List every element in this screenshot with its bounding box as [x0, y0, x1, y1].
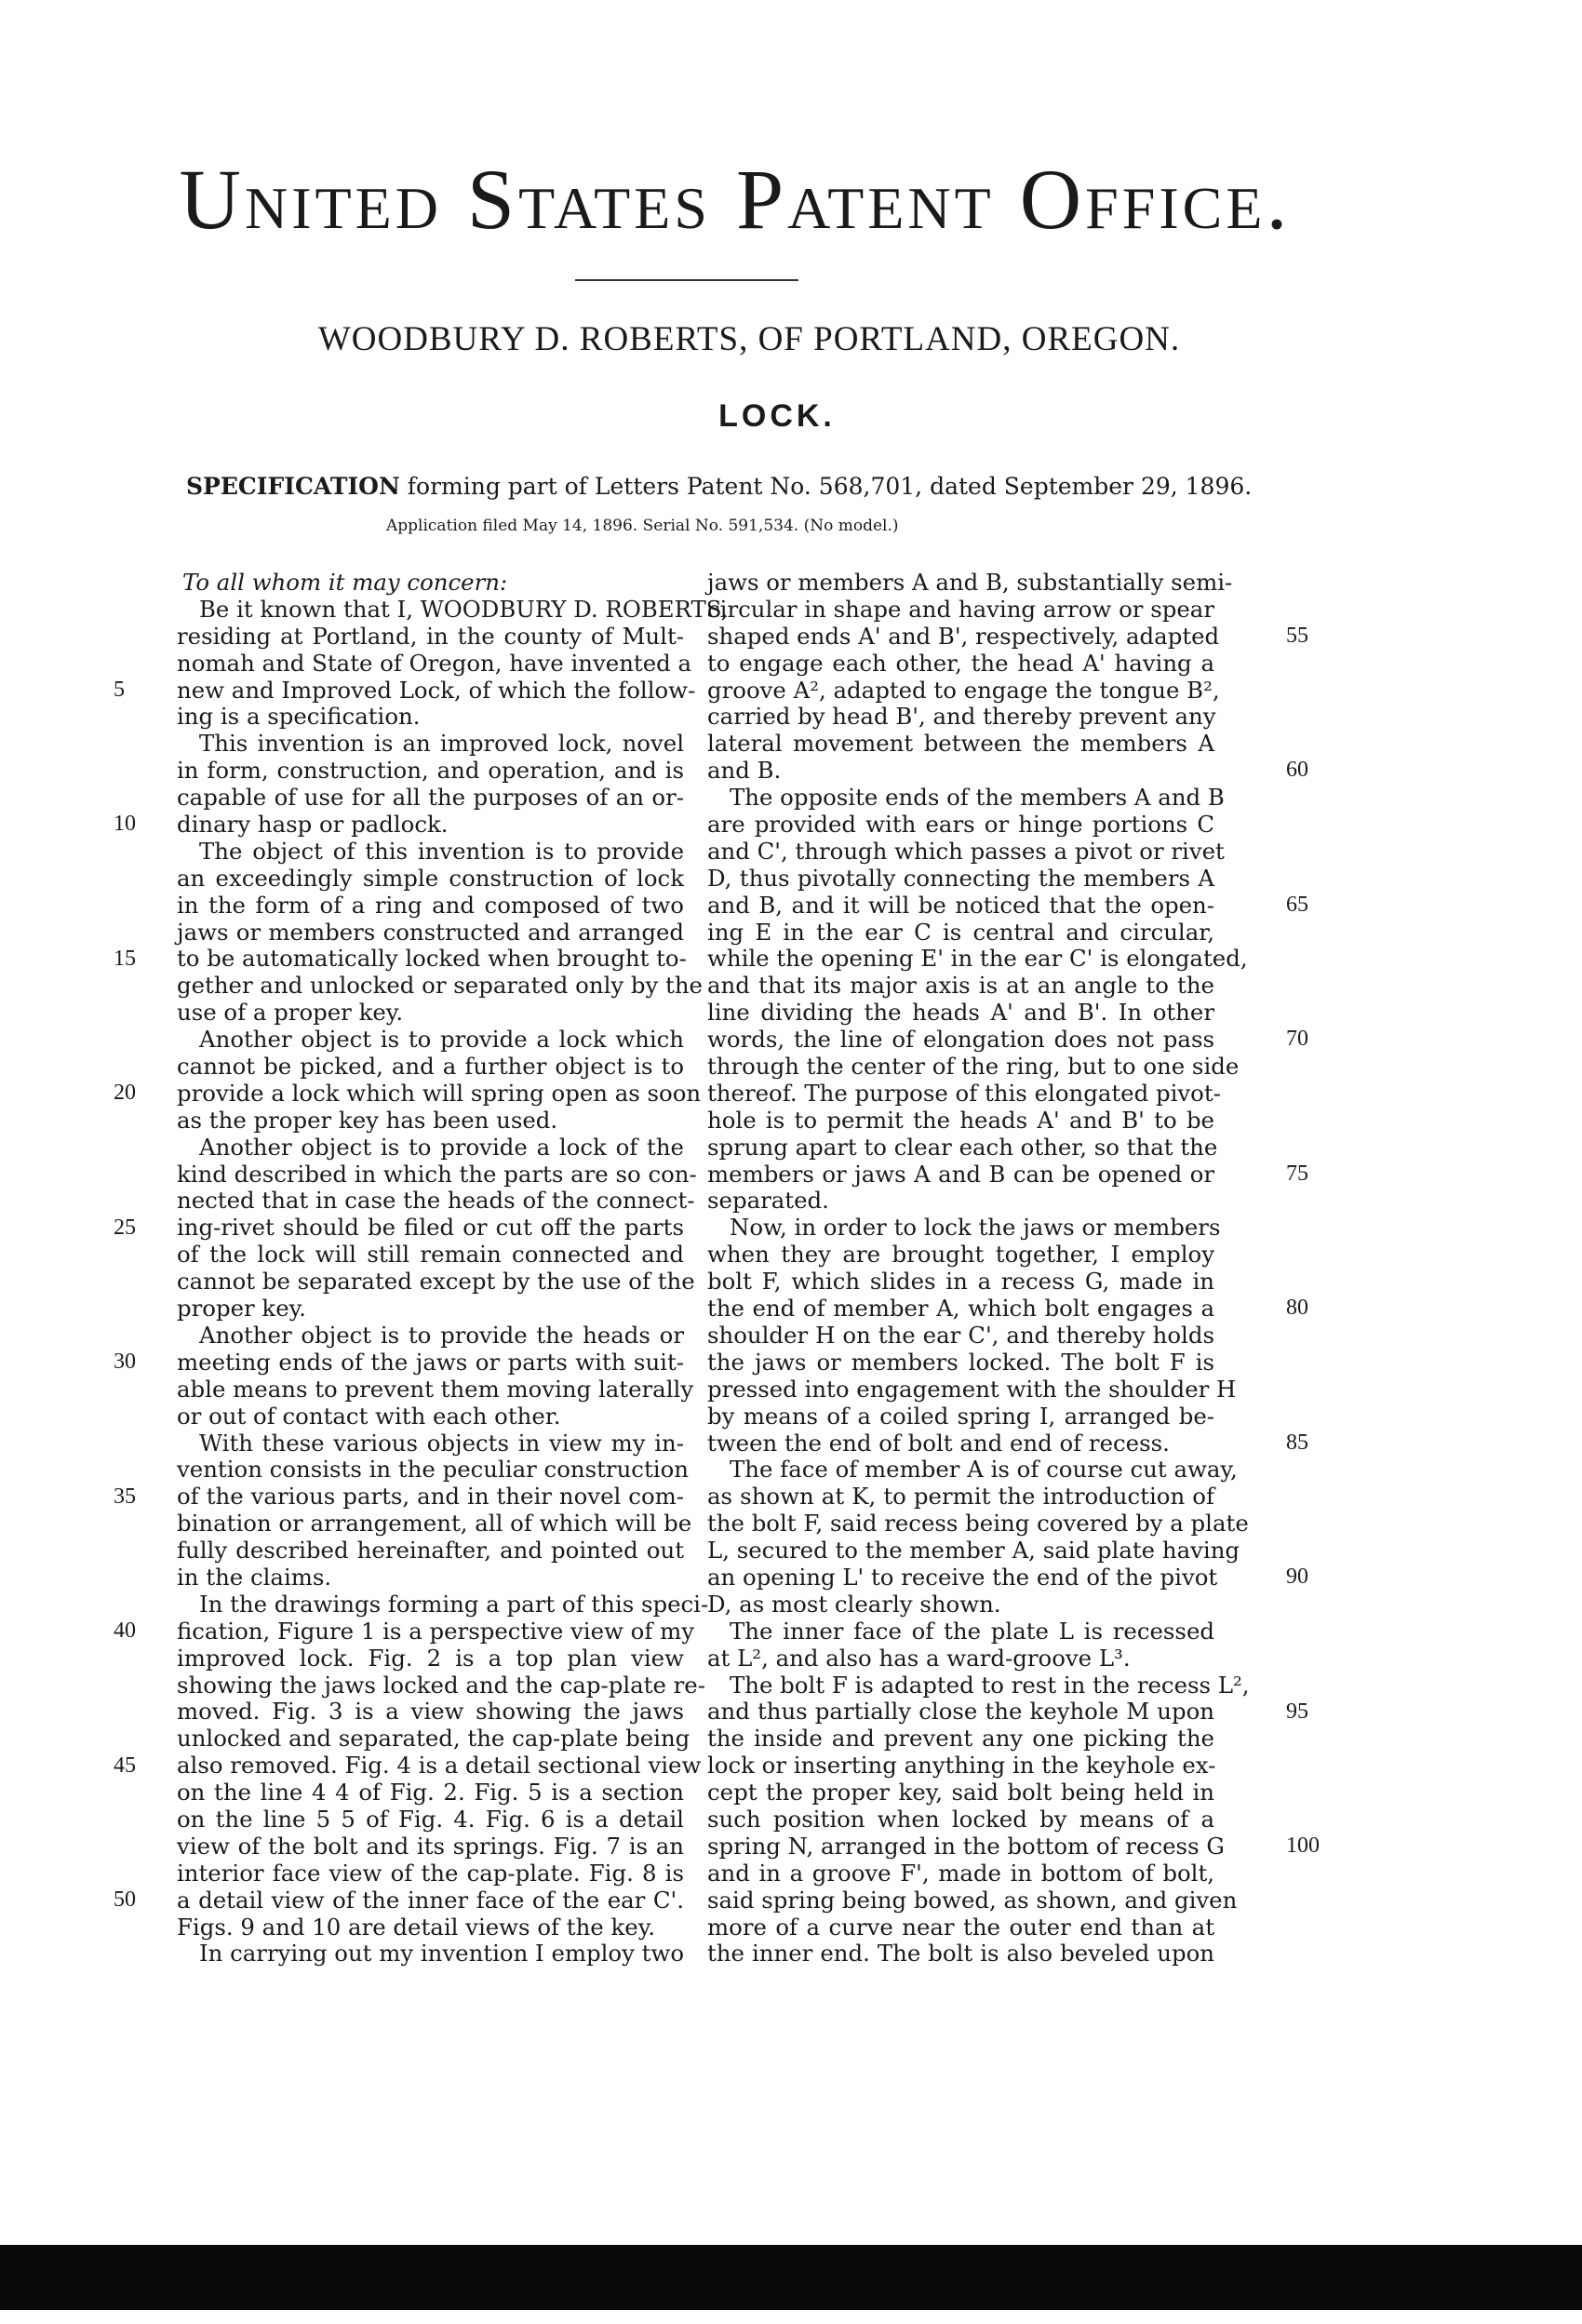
left-column-line: cannot be picked, and a further object is to [177, 1053, 684, 1081]
left-column-line: residing at Portland, in the county of Mult- [177, 622, 684, 650]
right-column-line: when they are brought together, I employ [707, 1241, 1214, 1269]
left-column-line: as the proper key has been used. [177, 1106, 558, 1134]
right-line-number: 95 [1286, 1699, 1308, 1724]
left-column-line: showing the jaws locked and the cap-plate re- [177, 1671, 705, 1699]
left-column-line: Another object is to provide a lock which [199, 1026, 684, 1054]
right-column-line: groove A², adapted to engage the tongue B², [707, 676, 1220, 704]
right-column-line: bolt F, which slides in a recess G, made in [707, 1268, 1214, 1296]
right-line-number: 70 [1286, 1027, 1308, 1052]
right-line-number: 80 [1286, 1296, 1308, 1321]
right-column-line: through the center of the ring, but to one side [707, 1053, 1240, 1081]
left-column-line: moved. Fig. 3 is a view showing the jaws [177, 1698, 684, 1726]
right-column-line: L, secured to the member A, said plate having [707, 1537, 1240, 1565]
left-column-line: ing is a specification. [177, 703, 421, 731]
left-line-number: 40 [114, 1619, 136, 1644]
right-text-column [707, 569, 1250, 1968]
application-line: Application filed May 14, 1896. Serial No. 591,534. (No model.) [386, 517, 899, 535]
left-column-line: bination or arrangement, all of which will be [177, 1510, 692, 1538]
right-column-line: lateral movement between the members A [707, 730, 1214, 758]
left-column-line: in the claims. [177, 1563, 332, 1591]
right-column-line: tween the end of bolt and end of recess. [707, 1429, 1170, 1457]
right-column-line: lock or inserting anything in the keyhole ex- [707, 1752, 1216, 1780]
left-column-line: unlocked and separated, the cap-plate being [177, 1725, 690, 1753]
left-column-line: Another object is to provide a lock of the [199, 1133, 684, 1161]
scan-border-edge [0, 2310, 1582, 2324]
left-column-line: meeting ends of the jaws or parts with suit- [177, 1348, 684, 1376]
right-column-line: circular in shape and having arrow or spear [707, 595, 1214, 623]
left-column-line: in form, construction, and operation, and is [177, 757, 684, 785]
right-column-line: and thus partially close the keyhole M upon [707, 1698, 1214, 1726]
right-column-line: hole is to permit the heads A' and B' to be [707, 1106, 1214, 1134]
left-line-number: 15 [114, 946, 136, 971]
specification-text: forming part of Letters Patent No. 568,701, dated September 29, 1896. [399, 473, 1253, 500]
left-column-line: nected that in case the heads of the connect- [177, 1187, 695, 1215]
right-column-line: spring N, arranged in the bottom of recess G [707, 1832, 1225, 1860]
left-column-line: on the line 5 5 of Fig. 4. Fig. 6 is a detail [177, 1805, 684, 1833]
left-text-column [177, 569, 729, 1968]
right-column-line: while the opening E' in the ear C' is elongated, [707, 945, 1248, 973]
right-column-line: pressed into engagement with the shoulder H [707, 1375, 1237, 1403]
office-title: United States Patent Office. [179, 152, 1292, 247]
right-line-number: 85 [1286, 1430, 1308, 1455]
left-line-number: 35 [114, 1484, 136, 1509]
left-column-line: This invention is an improved lock, novel [199, 730, 684, 758]
right-column-line: separated. [707, 1187, 829, 1215]
right-line-number: 75 [1286, 1161, 1308, 1186]
right-column-line: an opening L' to receive the end of the pivot [707, 1563, 1218, 1591]
right-column-line: the inside and prevent any one picking the [707, 1725, 1214, 1753]
left-column-line: improved lock. Fig. 2 is a top plan view [177, 1644, 684, 1672]
right-column-line: line dividing the heads A' and B'. In other [707, 999, 1214, 1027]
left-column-line: able means to prevent them moving laterally [177, 1375, 694, 1403]
right-column-line: the bolt F, said recess being covered by a plate [707, 1510, 1249, 1538]
right-column-line: and B. [707, 757, 782, 785]
right-column-line: Now, in order to lock the jaws or members [730, 1214, 1221, 1242]
left-column-line: view of the bolt and its springs. Fig. 7 is an [177, 1832, 684, 1860]
invention-subject: LOCK. [718, 398, 836, 434]
right-column-line: The face of member A is of course cut away, [730, 1456, 1238, 1484]
left-line-number: 45 [114, 1753, 136, 1778]
left-column-line: In the drawings forming a part of this speci- [199, 1590, 709, 1618]
left-line-number: 50 [114, 1887, 136, 1913]
right-line-number: 90 [1286, 1565, 1308, 1590]
left-column-line: of the various parts, and in their novel com- [177, 1483, 684, 1511]
specification-line [186, 473, 1252, 500]
left-column-line: Another object is to provide the heads or [199, 1321, 684, 1349]
right-column-line: such position when locked by means of a [707, 1805, 1214, 1833]
right-column-line: are provided with ears or hinge portions C [707, 811, 1214, 839]
right-column-line: to engage each other, the head A' having a [707, 649, 1214, 677]
left-column-line: or out of contact with each other. [177, 1402, 561, 1430]
right-column-line: the end of member A, which bolt engages a [707, 1295, 1214, 1323]
left-column-line: capable of use for all the purposes of an or- [177, 784, 684, 812]
right-column-line: sprung apart to clear each other, so that the [707, 1133, 1218, 1161]
left-column-line: In carrying out my invention I employ two [199, 1940, 685, 1968]
right-column-line: ing E in the ear C is central and circular, [707, 918, 1214, 946]
left-column-line: fication, Figure 1 is a perspective view of my [177, 1617, 695, 1645]
right-column-line: shoulder H on the ear C', and thereby holds [707, 1321, 1214, 1349]
left-column-line: jaws or members constructed and arranged [177, 918, 684, 946]
left-column-line: of the lock will still remain connected and [177, 1241, 684, 1269]
right-column-line: more of a curve near the outer end than at [707, 1913, 1214, 1941]
right-column-line: the jaws or members locked. The bolt F is [707, 1348, 1214, 1376]
right-column-line: and C', through which passes a pivot or rivet [707, 837, 1225, 865]
left-column-line: dinary hasp or padlock. [177, 811, 449, 839]
left-column-line: Figs. 9 and 10 are detail views of the key. [177, 1913, 656, 1941]
right-column-line: thereof. The purpose of this elongated pivot- [707, 1079, 1221, 1107]
left-column-line: a detail view of the inner face of the ear C'. [177, 1886, 684, 1914]
right-column-line: The inner face of the plate L is recessed [730, 1617, 1214, 1645]
left-column-line: With these various objects in view my in- [199, 1429, 684, 1457]
right-line-number: 65 [1286, 892, 1308, 917]
right-column-line: and in a groove F', made in bottom of bolt, [707, 1859, 1214, 1887]
specification-prefix: SPECIFICATION [186, 473, 400, 500]
left-column-line: proper key. [177, 1295, 306, 1323]
left-line-number: 10 [114, 812, 136, 837]
left-column-line: fully described hereinafter, and pointed out [177, 1537, 684, 1565]
left-column-line: also removed. Fig. 4 is a detail sectional view [177, 1752, 702, 1780]
left-column-line: Be it known that I, WOODBURY D. ROBERTS, [199, 595, 729, 623]
left-column-line: an exceedingly simple construction of lock [177, 864, 684, 892]
right-column-line: the inner end. The bolt is also beveled upon [707, 1940, 1214, 1968]
left-column-line: ing-rivet should be filed or cut off the parts [177, 1214, 684, 1242]
right-column-line: shaped ends A' and B', respectively, adapted [707, 622, 1220, 650]
right-line-number: 60 [1286, 758, 1308, 783]
left-line-number: 5 [114, 677, 125, 702]
scan-border-bar [0, 2245, 1582, 2310]
right-column-line: words, the line of elongation does not pass [707, 1026, 1214, 1054]
right-column-line: cept the proper key, said bolt being held in [707, 1779, 1214, 1807]
left-column-line: cannot be separated except by the use of the [177, 1268, 695, 1296]
right-column-line: members or jaws A and B can be opened or [707, 1160, 1214, 1188]
right-column-line: and that its major axis is at an angle to the [707, 972, 1214, 1000]
left-line-number: 25 [114, 1215, 136, 1240]
inventor-line: WOODBURY D. ROBERTS, OF PORTLAND, OREGON. [317, 320, 1181, 358]
left-column-line: new and Improved Lock, of which the follow- [177, 676, 696, 704]
left-column-line: provide a lock which will spring open as soon [177, 1079, 702, 1107]
right-column-line: by means of a coiled spring I, arranged be- [707, 1402, 1214, 1430]
left-column-line: kind described in which the parts are so con- [177, 1160, 697, 1188]
left-line-number: 20 [114, 1081, 136, 1106]
left-column-line: to be automatically locked when brought to- [177, 945, 687, 973]
right-column-line: D, thus pivotally connecting the members A [707, 864, 1214, 892]
right-column-line: D, as most clearly shown. [707, 1590, 1001, 1618]
left-column-line: The object of this invention is to provide [199, 837, 684, 865]
right-column-line: at L², and also has a ward-groove L³. [707, 1644, 1131, 1672]
left-column-line: on the line 4 4 of Fig. 2. Fig. 5 is a section [177, 1779, 684, 1807]
left-column-line: interior face view of the cap-plate. Fig. 8 is [177, 1859, 684, 1887]
right-column-line: jaws or members A and B, substantially semi- [707, 569, 1233, 596]
right-line-number: 55 [1286, 623, 1308, 648]
left-column-line: use of a proper key. [177, 999, 404, 1027]
title-divider [575, 279, 798, 281]
right-column-line: and B, and it will be noticed that the open- [707, 891, 1214, 919]
left-line-number: 30 [114, 1350, 136, 1375]
left-column-line: gether and unlocked or separated only by the [177, 972, 703, 1000]
left-column-line: nomah and State of Oregon, have invented a [177, 649, 692, 677]
right-column-line: The opposite ends of the members A and B [730, 784, 1225, 812]
right-column-line: said spring being bowed, as shown, and given [707, 1886, 1238, 1914]
right-column-line: carried by head B', and thereby prevent any [707, 703, 1216, 731]
right-column-line: The bolt F is adapted to rest in the recess L², [730, 1671, 1250, 1699]
left-column-line: To all whom it may concern: [182, 569, 508, 596]
left-column-line: vention consists in the peculiar construction [177, 1456, 689, 1484]
right-line-number: 100 [1286, 1834, 1320, 1859]
left-column-line: in the form of a ring and composed of two [177, 891, 684, 919]
right-column-line: as shown at K, to permit the introduction of [707, 1483, 1214, 1511]
